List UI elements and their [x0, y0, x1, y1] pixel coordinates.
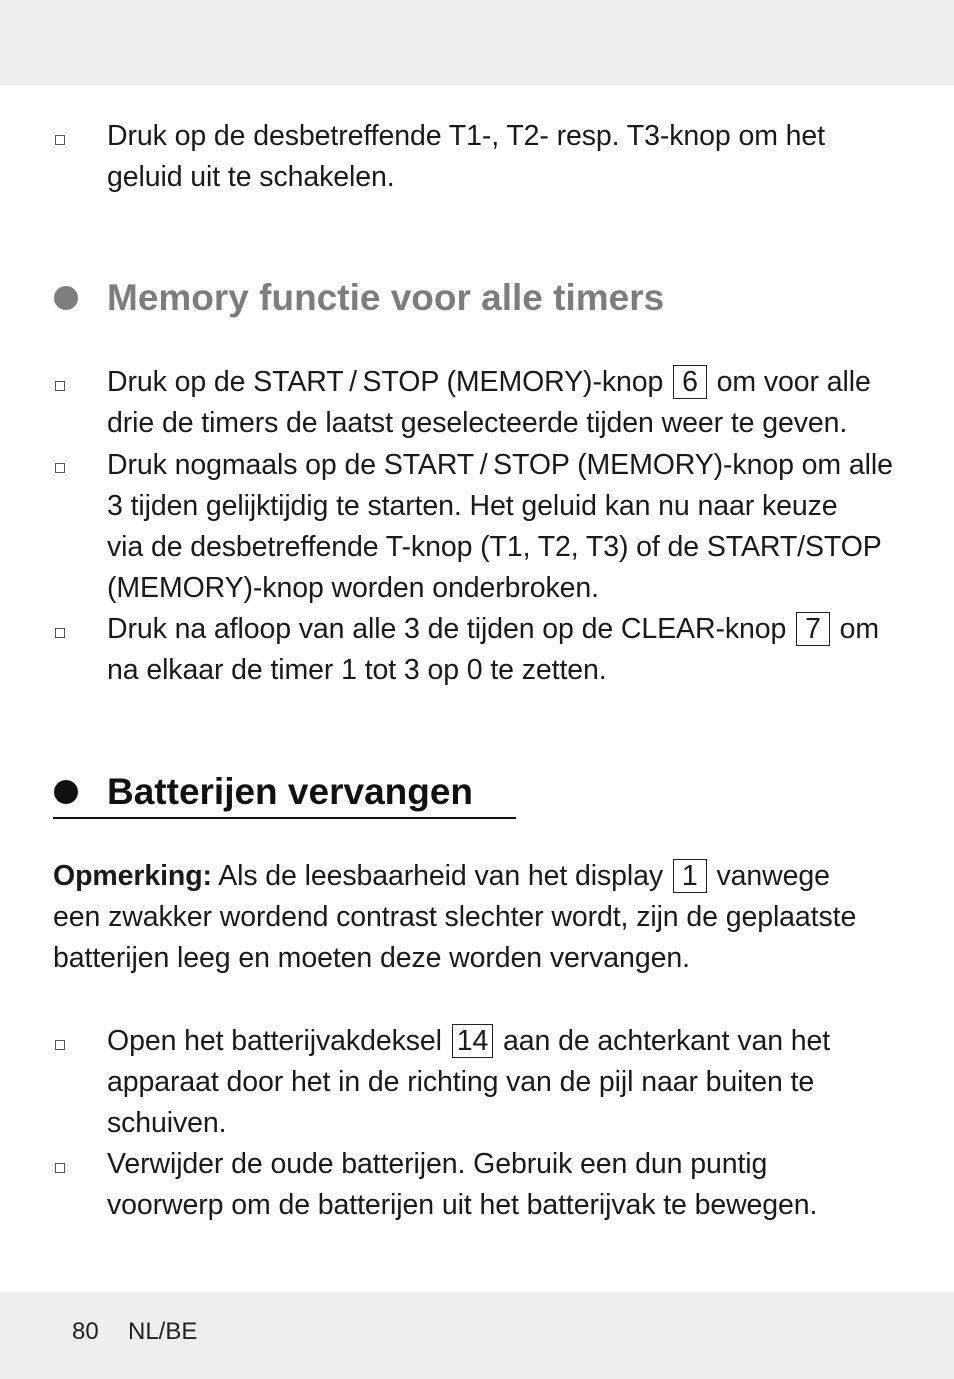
memory-item-2-line-2: 3 tijden gelijktijdig te starten. Het geluid kan nu naar keuze	[107, 490, 838, 522]
battery-section-title: Batterijen vervangen	[107, 771, 474, 812]
battery-item-1	[107, 1021, 830, 1144]
memory-section-title: Memory functie voor alle timers	[107, 277, 665, 318]
battery-item-1-line-2: apparaat door het in de richting van de pijl naar buiten te	[107, 1066, 815, 1098]
battery-item-1-line-3: schuiven.	[107, 1107, 227, 1139]
checkbox-bullet-icon	[55, 628, 65, 638]
section-bullet-icon	[54, 286, 78, 310]
battery-note-line-3: batterijen leeg en moeten deze worden vervangen.	[53, 942, 690, 974]
intro-item	[107, 116, 825, 198]
memory-item-3	[107, 609, 879, 691]
memory-item-1-line-1: Druk op de START / STOP (MEMORY)-knop 6 om voor alle	[107, 366, 871, 398]
memory-item-1-line-2: drie de timers de laatst geselecteerde tijden weer te geven.	[107, 407, 848, 439]
intro-line-2: geluid uit te schakelen.	[107, 161, 395, 193]
note-label: Opmerking:	[53, 860, 212, 892]
battery-note	[53, 856, 856, 979]
checkbox-bullet-icon	[55, 1163, 65, 1173]
top-band	[0, 0, 954, 85]
reference-number-box: 1	[673, 859, 707, 893]
memory-item-3-line-2: na elkaar de timer 1 tot 3 op 0 te zetten.	[107, 654, 607, 686]
battery-item-2-line-2: voorwerp om de batterijen uit het batterijvak te bewegen.	[107, 1189, 818, 1221]
language-code: NL/BE	[128, 1318, 198, 1345]
checkbox-bullet-icon	[55, 463, 65, 473]
heading-underline	[53, 817, 516, 819]
memory-item-2-line-1: Druk nogmaals op de START / STOP (MEMORY)-knop om alle	[107, 449, 893, 481]
section-bullet-icon	[54, 780, 78, 804]
checkbox-bullet-icon	[55, 1040, 65, 1050]
battery-item-1-line-1: Open het batterijvakdeksel 14 aan de achterkant van het	[107, 1025, 831, 1057]
reference-number-box: 14	[452, 1024, 494, 1058]
checkbox-bullet-icon	[55, 381, 65, 391]
battery-note-line-1: Opmerking: Als de leesbaarheid van het display 1 vanwege	[53, 860, 830, 892]
page-number: 80	[72, 1318, 99, 1345]
battery-note-line-2: een zwakker wordend contrast slechter wordt, zijn de geplaatste	[53, 901, 857, 933]
checkbox-bullet-icon	[55, 135, 65, 145]
memory-item-2-line-3: via de desbetreffende T-knop (T1, T2, T3) of de START/STOP	[107, 531, 882, 563]
memory-item-1	[107, 362, 871, 444]
reference-number-box: 6	[673, 365, 707, 399]
battery-item-2-line-1: Verwijder de oude batterijen. Gebruik een dun puntig	[107, 1148, 768, 1180]
memory-item-2-line-4: (MEMORY)-knop worden onderbroken.	[107, 572, 599, 604]
memory-item-3-line-1: Druk na afloop van alle 3 de tijden op de CLEAR-knop 7 om	[107, 613, 880, 645]
intro-line-1: Druk op de desbetreffende T1-, T2- resp. T3-knop om het	[107, 120, 825, 152]
reference-number-box: 7	[796, 612, 830, 646]
memory-item-2	[107, 445, 893, 609]
battery-item-2	[107, 1144, 817, 1226]
